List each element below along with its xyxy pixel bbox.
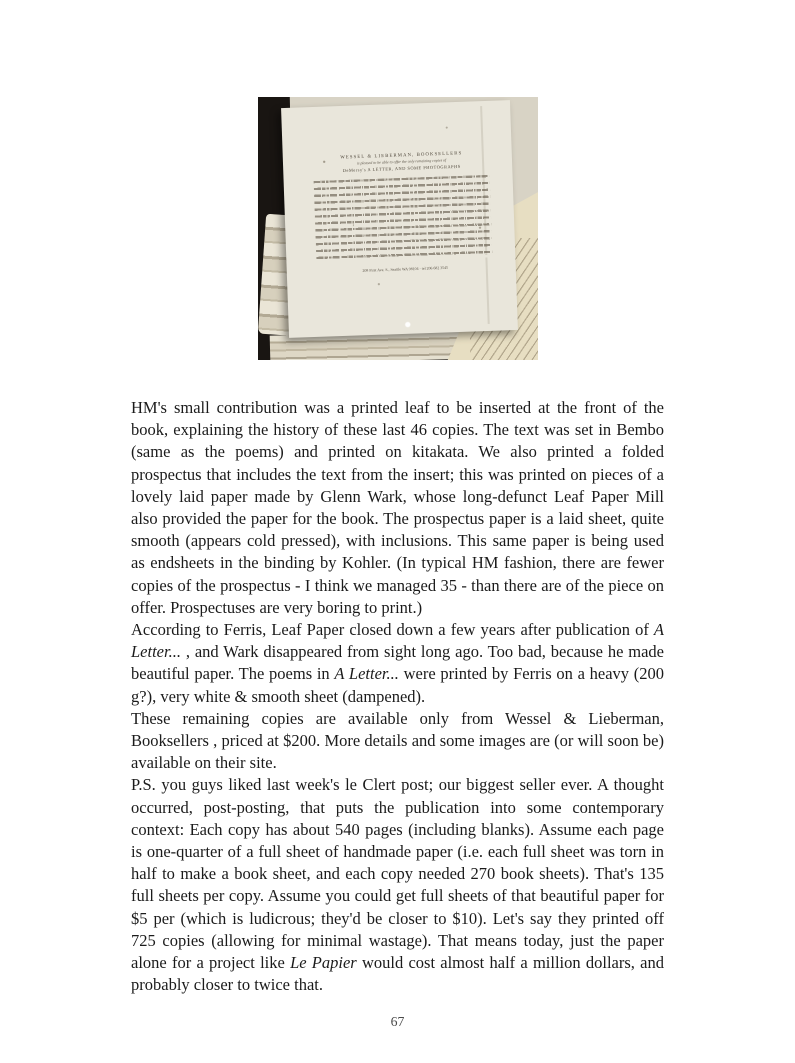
paragraph [131, 619, 664, 708]
italic-run: A Letter... [334, 664, 399, 684]
prospectus-heading-line1: WESSEL & LIEBERMAN, BOOKSELLERS [340, 150, 463, 161]
italic-run: A Letter... [131, 620, 664, 662]
text-run: , and Wark disappeared from sight long ago. Too bad, because he made beautiful paper. The poems in [131, 642, 664, 684]
printed-text-block [312, 150, 496, 308]
prospectus-photo [258, 97, 538, 360]
italic-run: Le Papier [290, 953, 357, 973]
printed-text-scaled [312, 150, 495, 275]
paragraph [131, 708, 664, 775]
text-run: P.S. you guys liked last week's le Clert post; our biggest seller ever. A thought occurred, post-posting, that puts the publication into some contemporary context: Each copy has about 540 pages (including blanks). Assume each page is one-quarter of a full sheet of handmade paper (i.e. each full sheet was torn in half to make a book sheet, and each copy needed 270 book sheets). That's 135 full sheets per copy. Assume you could get full sheets of that beautiful paper for $5 per (which is ludicrous; they'd be closer to $10). Let's say they printed off 725 copies (allowing for minimal wastage). That means today, just the paper alone for a project like [131, 775, 664, 973]
prospectus-body-text-illegible [314, 175, 493, 264]
text-run: These remaining copies are available only from Wessel & Lieberman, Booksellers , priced at $200. More details and some images are (or will soon be) available on their site. [131, 708, 664, 773]
body-text [131, 397, 664, 996]
paragraph [131, 397, 664, 619]
text-run: According to Ferris, Leaf Paper closed down a few years after publication of [131, 620, 654, 640]
prospectus-heading-line3: DeMersy's A LETTER, AND SOME PHOTOGRAPHS [342, 163, 461, 173]
text-run: would cost almost half a million dollars, and probably closer to twice that. [131, 953, 664, 995]
prospectus-heading-line2: is pleased to be able to offer the only remaining copies of [356, 157, 447, 166]
prospectus-address-line: 208 First Ave. S., Seattle WA 98104 · tel 206 682 3545 [362, 265, 449, 273]
text-run: HM's small contribution was a printed leaf to be inserted at the front of the book, explaining the history of these last 46 copies. The text was set in Bembo (same as the poems) and printed on kitakata. We also printed a folded prospectus that includes the text from the insert; this was printed on pieces of a lovely laid paper made by Glenn Wark, whose long-defunct Leaf Paper Mill also provided the paper for the book. The prospectus paper is a laid sheet, quite smooth (appears cold pressed), with inclusions. This same paper is being used as endsheets in the binding by Kohler. (In typical HM fashion, there are fewer copies of the prospectus - I think we managed 35 - than there are of the piece on offer. Prospectuses are very boring to print.) [131, 398, 664, 617]
text-run: were printed by Ferris on a heavy (200 g?), very white & smooth sheet (dampened). [131, 664, 664, 706]
prospectus-sheet [281, 100, 518, 338]
page-number: 67 [390, 1014, 405, 1029]
paragraph [131, 774, 664, 996]
